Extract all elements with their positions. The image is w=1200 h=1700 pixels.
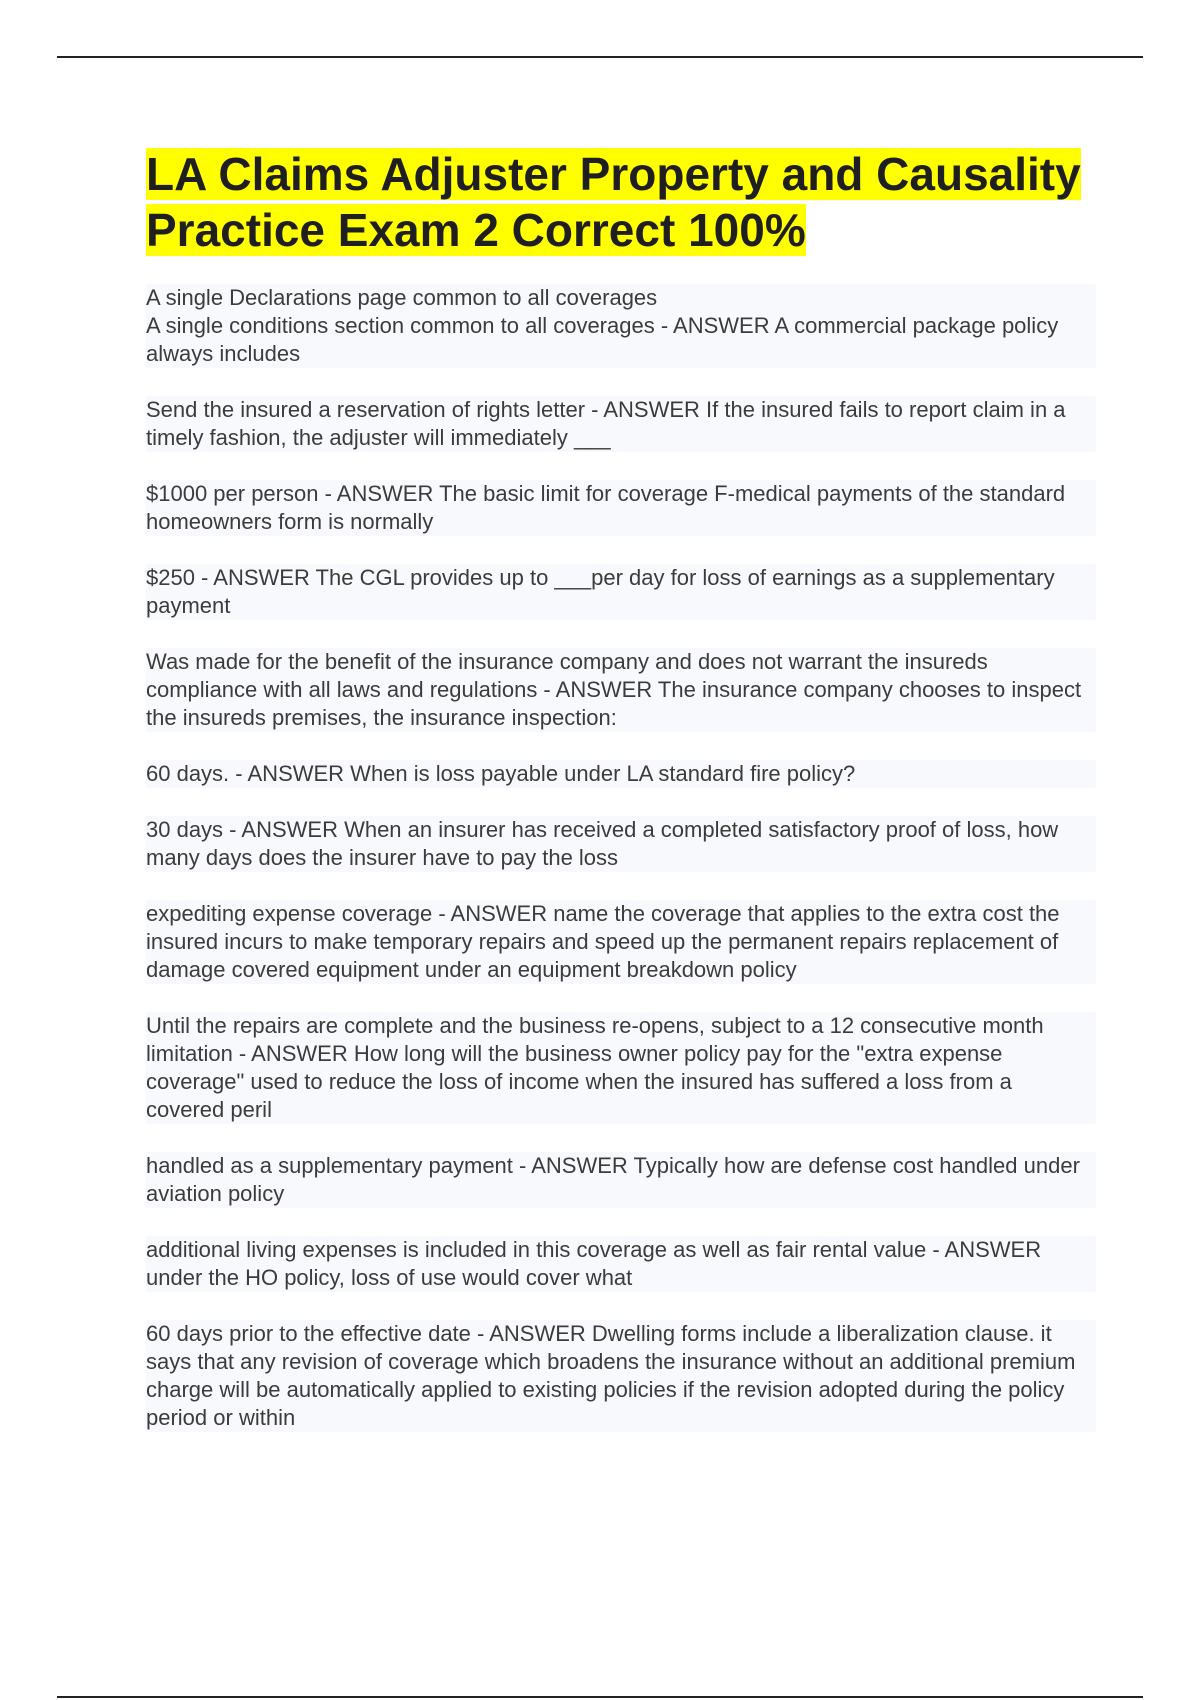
qa-item-12: 60 days prior to the effective date - ANSWER Dwelling forms include a liberalization clause. it says that any revision of coverage which broadens the insurance without an additional premium charge will be automatically applied to existing policies if the revision adopted during the policy period or within [146, 1320, 1096, 1432]
top-rule [57, 56, 1143, 58]
document-body [146, 146, 1096, 1460]
qa-item-4: $250 - ANSWER The CGL provides up to ___per day for loss of earnings as a supplementary payment [146, 564, 1096, 620]
bottom-rule [57, 1696, 1143, 1698]
qa-item-2: Send the insured a reservation of rights letter - ANSWER If the insured fails to report claim in a timely fashion, the adjuster will immediately ___ [146, 396, 1096, 452]
qa-item-9: Until the repairs are complete and the business re-opens, subject to a 12 consecutive month limitation - ANSWER How long will the business owner policy pay for the "extra expense coverage" used to reduce the loss of income when the insured has suffered a loss from a covered peril [146, 1012, 1096, 1124]
qa-item-7: 30 days - ANSWER When an insurer has received a completed satisfactory proof of loss, how many days does the insurer have to pay the loss [146, 816, 1096, 872]
qa-item-5: Was made for the benefit of the insurance company and does not warrant the insureds compliance with all laws and regulations - ANSWER The insurance company chooses to inspect the insureds premises, the insurance inspection: [146, 648, 1096, 732]
qa-item-11: additional living expenses is included in this coverage as well as fair rental value - ANSWER under the HO policy, loss of use would cover what [146, 1236, 1096, 1292]
qa-item-1: A single Declarations page common to all coverages A single conditions section common to all coverages - ANSWER A commercial package policy always includes [146, 284, 1096, 368]
qa-item-3: $1000 per person - ANSWER The basic limit for coverage F-medical payments of the standard homeowners form is normally [146, 480, 1096, 536]
qa-item-6: 60 days. - ANSWER When is loss payable under LA standard fire policy? [146, 760, 1096, 788]
qa-item-8: expediting expense coverage - ANSWER name the coverage that applies to the extra cost the insured incurs to make temporary repairs and speed up the permanent repairs replacement of damage covered equipment under an equipment breakdown policy [146, 900, 1096, 984]
document-title [146, 146, 1096, 258]
document-title-text: LA Claims Adjuster Property and Causality Practice Exam 2 Correct 100% [146, 148, 1081, 256]
qa-item-10: handled as a supplementary payment - ANSWER Typically how are defense cost handled under aviation policy [146, 1152, 1096, 1208]
